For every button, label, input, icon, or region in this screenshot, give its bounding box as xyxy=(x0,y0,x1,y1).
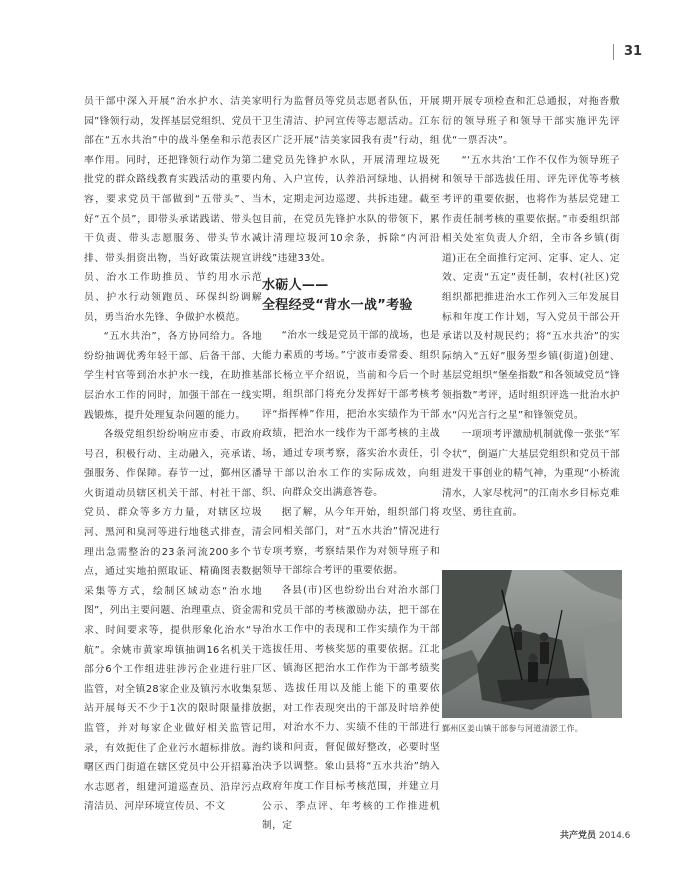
photo-river-dredging xyxy=(442,570,622,718)
paragraph: 期开展专项检查和汇总通报，对拖沓敷衍的领导班子和领导干部实施评先评优“一票否决”。 xyxy=(442,96,620,147)
column-3 xyxy=(442,92,620,523)
paragraph: “五水共治”，各方协同给力。各地纷纷抽调优秀年轻干部、后备干部、大学生村官等到治水护水一线，在助推基层治水工作的同时，加强干部在一线实践锻炼，提升处理复杂问题的能力。 xyxy=(84,331,262,421)
issue-date: 2014.6 xyxy=(598,831,631,841)
section-heading-line2: 全程经受“背水一战”考验 xyxy=(262,298,413,314)
paragraph: 一项项考评激励机制就像一张张“军令状”，倒逼广大基层党组织和党员干部进发干事创业的精气神，为重现“小桥流清水，人家尽枕河”的江南水乡目标克难攻坚、勇往直前。 xyxy=(442,429,620,519)
column-1 xyxy=(84,92,262,817)
section-heading xyxy=(262,276,440,316)
paragraph: 明行为监督员等党员志愿者队伍，开展卫生清洁、护河宣传等志愿活动。江东区广泛开展“洁美家园我有责”行动，组建党员先锋护水队，开展清理垃圾死角、入户宣传，认养沿河绿地、认捐树木，定期走河边巡逻、共拆违建。截至目前，在党员先锋护水队的带领下，累计清理垃圾河10余条，拆除“内河沿线”违建33处。 xyxy=(262,96,440,264)
paragraph: “治水一线是党员干部的战场，也是能力素质的考场。”宁波市委常委、组织部长杨立平介绍说，当前和今后一个时期，组织部门将充分发挥好干部考核考评“指挥棒”作用，把治水实绩作为干部政绩，把治水一线作为干部考核的主战场，通过专项考察，落实治水责任，引导干部以治水工作的实际成效，向组织、向群众交出满意答卷。 xyxy=(262,330,440,499)
magazine-logo: 共产党员 xyxy=(560,831,597,841)
paragraph: “‘五水共治’工作不仅作为领导班子和领导干部选拔任用、评先评优等考核考评的重要依据，也将作为基层党建工作责任制考核的重要依据。”市委组织部相关处室负责人介绍，全市各乡镇(街道)正在全面推行定河、定事、定人、定效、定责“五定”责任制，农村(社区)党组织都把推进治水工作列入三年发展目标和年度工作计划，写入党员干部公开承诺以及村规民约；将“五水共治”的实际纳入“五好”服务型乡镇(街道)创建、基层党组织“堡垒指数”和各领域党员“锋领指数”考评，适时组织评选一批治水护水“闪光言行之星”和锋领党员。 xyxy=(442,154,620,421)
section-heading-line1: 水砺人—— xyxy=(262,278,329,294)
photo-caption: 鄞州区姜山镇干部参与河道清淤工作。 xyxy=(442,724,584,733)
paragraph: 各县(市)区也纷纷出台对治水部门和党员干部的考核激励办法，把干部在治水工作中的表现和工作实绩作为干部选拔任用、考核奖惩的重要依据。江北区、镇海区把治水工作作为干部考绩奖惩、选拔任用以及能上能下的重要依据，对工作表现突出的干部及时培养使用，对治水不力、实绩不佳的干部进行约谈和问责，督促做好整改，必要时坚决予以调整。象山县将“五水共治”纳入政府年度工作目标考核范围，并建立月公示、季点评、年考核的工作推进机制，定 xyxy=(262,585,440,832)
page-number-divider xyxy=(613,44,614,60)
paragraph: 各级党组织纷纷响应市委、市政府号召，积极行动、主动融入，亮承诺、强服务、作保障。春节一过，鄞州区潘火街道动员辖区机关干部、村社干部、党员、群众等多方力量，对辖区垃圾河、黑河和臭河等进行地毯式排查，清理出急需整治的23条河流200多个节点，通过实地拍照取证、精确图表数据采集等方式，绘制区域动态“治水地图”，列出主要问题、治理重点、资金需求、时间要求等，提供形象化治水“导航”。余姚市黄家埠镇抽调16名机关干部分6个工作组进驻涉污企业进行驻厂监管，对全镇28家企业及镇污水收集泵站开展每天不少于1次的限时限量排放监管，并对每家企业做好相关监管记录，有效扼住了企业污水超标排放。海曙区西门街道在辖区党员中公开招募治水志愿者，组建河道巡查员、沿岸污点清洁员、河岸环境宣传员、不文 xyxy=(84,429,262,813)
column-2 xyxy=(262,92,440,836)
paragraph: 员干部中深入开展“治水护水、洁美家园”锋领行动，发挥基层党组织、党员干部在“五水共治”中的战斗堡垒和示范表率作用。同时，还把锋领行动作为第二批党的群众路线教育实践活动的重要内容，要求党员干部做到“五带头”、当好“五个员”，即带头承诺践诺、带头包干负责、带头志愿服务、带头节水减排、带头捐资出物，当好政策法规宣讲员、治水工作助推员、节约用水示范员、护水行动领跑员、环保纠纷调解员，勇当治水先锋、争做护水模范。 xyxy=(84,96,262,323)
page-number: 31 xyxy=(624,44,643,59)
photo-illustration xyxy=(442,570,622,718)
footer xyxy=(560,828,630,841)
paragraph: 据了解，从今年开始，组织部门将会同相关部门，对“五水共治”情况进行专项考察，考察结果作为对领导班子和领导干部综合考评的重要依据。 xyxy=(262,506,440,577)
